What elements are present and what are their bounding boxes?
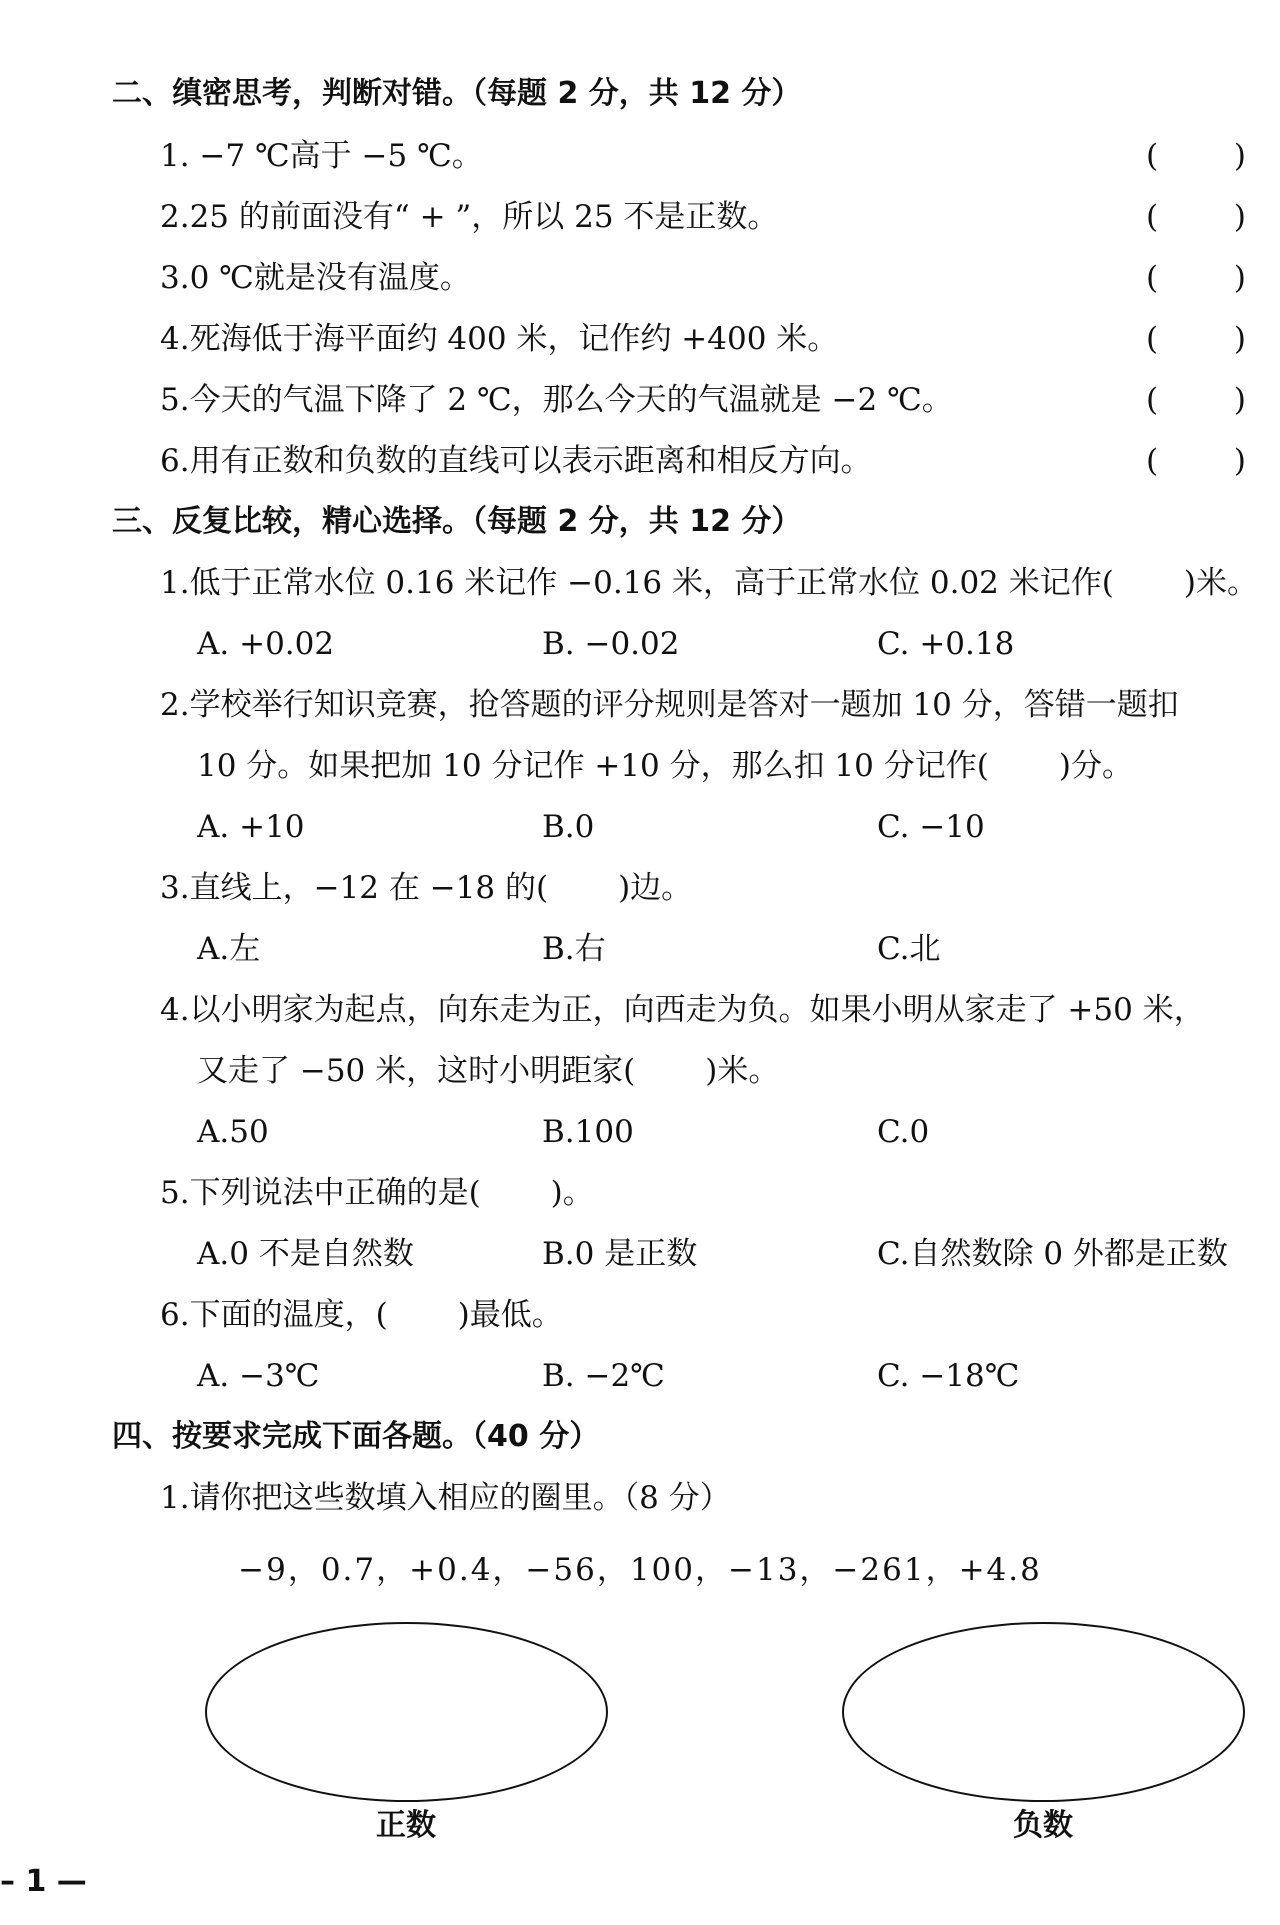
q5-option-c: C.自然数除 0 外都是正数 — [877, 1236, 1228, 1272]
q1-option-a: A. +0.02 — [197, 626, 335, 662]
q3-option-a: A.左 — [197, 931, 261, 967]
page-number: – 1 — — [0, 1864, 87, 1899]
judge-item-6: 6.用有正数和负数的直线可以表示距离和相反方向。 — [160, 443, 872, 479]
q2-option-c: C. −10 — [877, 809, 985, 845]
choice-question-5: 5.下列说法中正确的是( )。 — [160, 1175, 594, 1211]
fill-question-1: 1.请你把这些数填入相应的圈里。（8 分） — [160, 1480, 731, 1516]
positive-label: 正数 — [376, 1808, 436, 1843]
answer-paren-1[interactable]: ( ) — [1146, 138, 1246, 174]
section4-title: 四、按要求完成下面各题。（40 分） — [112, 1419, 600, 1454]
choice-question-3: 3.直线上，−12 在 −18 的( )边。 — [160, 870, 693, 906]
positive-number-oval[interactable] — [205, 1622, 608, 1802]
judge-item-2: 2.25 的前面没有“ + ”，所以 25 不是正数。 — [160, 199, 779, 235]
answer-paren-2[interactable]: ( ) — [1146, 199, 1246, 235]
choice-question-4-line2: 又走了 −50 米，这时小明距家( )米。 — [197, 1053, 780, 1089]
q4-option-b: B.100 — [542, 1114, 634, 1150]
negative-number-oval[interactable] — [842, 1622, 1245, 1802]
q5-option-a: A.0 不是自然数 — [197, 1236, 414, 1272]
q6-option-a: A. −3℃ — [197, 1358, 320, 1394]
answer-paren-5[interactable]: ( ) — [1146, 382, 1246, 418]
answer-paren-3[interactable]: ( ) — [1146, 260, 1246, 296]
choice-question-4-line1: 4.以小明家为起点，向东走为正，向西走为负。如果小明从家走了 +50 米， — [160, 992, 1205, 1028]
q3-option-c: C.北 — [877, 931, 941, 967]
choice-question-2-line1: 2.学校举行知识竞赛，抢答题的评分规则是答对一题加 10 分，答错一题扣 — [160, 687, 1179, 723]
q4-option-c: C.0 — [877, 1114, 930, 1150]
q2-option-b: B.0 — [542, 809, 595, 845]
q3-option-b: B.右 — [542, 931, 606, 967]
q2-option-a: A. +10 — [197, 809, 305, 845]
number-list: −9，0.7，+0.4，−56，100，−13，−261，+4.8 — [238, 1552, 1042, 1588]
negative-label: 负数 — [1013, 1808, 1073, 1843]
q6-option-c: C. −18℃ — [877, 1358, 1020, 1394]
judge-item-4: 4.死海低于海平面约 400 米，记作约 +400 米。 — [160, 321, 839, 357]
judge-item-1: 1. −7 ℃高于 −5 ℃。 — [160, 138, 483, 174]
q4-option-a: A.50 — [197, 1114, 269, 1150]
choice-question-1: 1.低于正常水位 0.16 米记作 −0.16 米，高于正常水位 0.02 米记作( )米。 — [160, 565, 1258, 601]
q6-option-b: B. −2℃ — [542, 1358, 665, 1394]
choice-question-6: 6.下面的温度，( )最低。 — [160, 1297, 563, 1333]
q5-option-b: B.0 是正数 — [542, 1236, 698, 1272]
q1-option-c: C. +0.18 — [877, 626, 1015, 662]
section2-title: 二、缜密思考，判断对错。（每题 2 分，共 12 分） — [112, 76, 802, 111]
answer-paren-6[interactable]: ( ) — [1146, 443, 1246, 479]
judge-item-5: 5.今天的气温下降了 2 ℃，那么今天的气温就是 −2 ℃。 — [160, 382, 953, 418]
q1-option-b: B. −0.02 — [542, 626, 680, 662]
section3-title: 三、反复比较，精心选择。（每题 2 分，共 12 分） — [112, 504, 802, 539]
choice-question-2-line2: 10 分。如果把加 10 分记作 +10 分，那么扣 10 分记作( )分。 — [197, 748, 1133, 784]
answer-paren-4[interactable]: ( ) — [1146, 321, 1246, 357]
judge-item-3: 3.0 ℃就是没有温度。 — [160, 260, 471, 296]
